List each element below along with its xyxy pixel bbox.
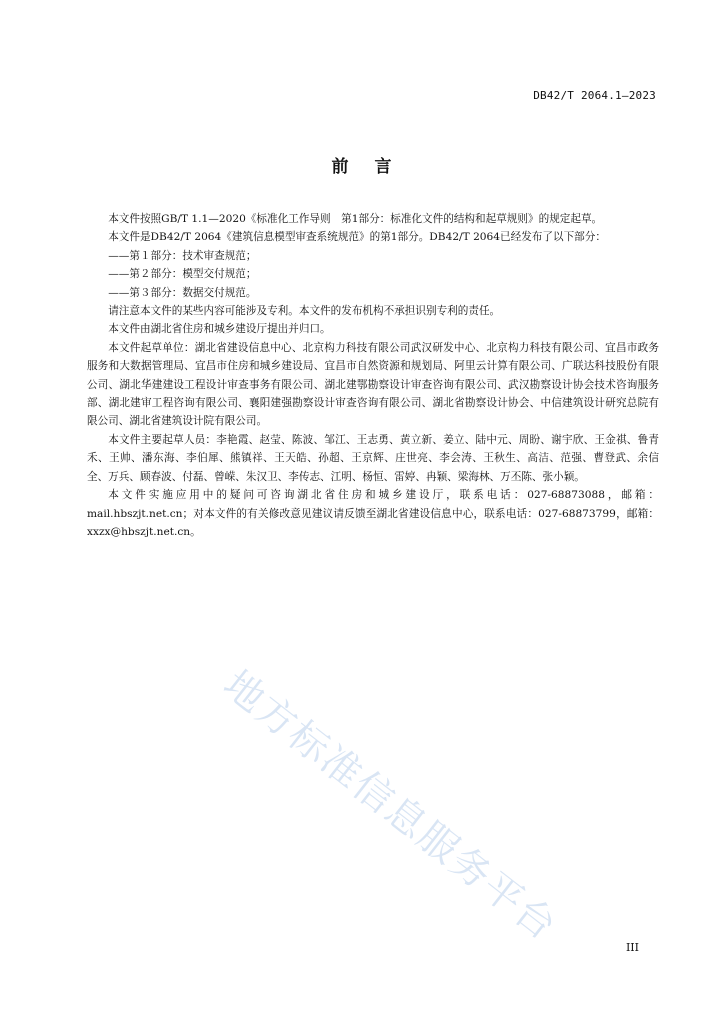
list-item: ——第２部分：模型交付规范； [108,268,257,281]
document-code: DB42/T 2064.1—2023 [533,89,656,102]
watermark: 地方标准信息服务平台 [214,662,566,950]
paragraph-drafting-organizations: 本文件起草单位：湖北省建设信息中心、北京构力科技有限公司武汉研发中心、北京构力科技有限公司、宜昌市政务服务和大数据管理局、宜昌市住房和城乡建设局、宜昌市自然资源和规划局、阿里云计算有限公司、广联达科技股份有限公司、湖北华建建设工程设计审查事务有限公司、湖北建鄂勘察设计审查咨询有限公司、武汉勘察设计协会技术咨询服务部、湖北建审工程咨询有限公司、襄阳建强勘察设计审查咨询有限公司、湖北省勘察设计协会、中信建筑设计研究总院有限公司、湖北省建筑设计院有限公司。 [87,341,659,428]
foreword-body [87,210,659,541]
paragraph-contact: 本文件实施应用中的疑问可咨询湖北省住房和城乡建设厅，联系电话：027-68873088，邮箱：mail.hbszjt.net.cn；对本文件的有关修改意见建议请反馈至湖北省建设信息中心，联系电话：027-68873799，邮箱：xxzx@hbszjt.net.cn。 [87,489,659,538]
page-title: 前 言 [331,157,393,177]
paragraph-drafting-rules: 本文件按照GB/T 1.1—2020《标准化工作导则 第1部分：标准化文件的结构和起草规则》的规定起草。 [108,213,603,225]
paragraph-series-info: 本文件是DB42/T 2064《建筑信息模型审查系统规范》的第1部分。DB42/T 2064已经发布了以下部分： [108,231,606,244]
page-number: III [625,941,639,954]
list-item: ——第３部分：数据交付规范。 [108,286,257,299]
list-item: ——第１部分：技术审查规范； [108,249,257,262]
paragraph-proposer: 本文件由湖北省住房和城乡建设厅提出并归口。 [108,323,331,336]
paragraph-patent-notice: 请注意本文件的某些内容可能涉及专利。本文件的发布机构不承担识别专利的责任。 [108,305,501,318]
paragraph-drafters: 本文件主要起草人员：李艳霞、赵莹、陈波、邹江、王志勇、黄立新、姜立、陆中元、周盼、谢宇欣、王金祺、鲁青禾、王帅、潘东海、李伯犀、熊镇祥、王天皓、孙超、王京辉、庄世亮、李会涛、王秋生、高洁、范强、曹登武、余信全、万兵、顾春波、付磊、曾嵘、朱汉卫、李传志、江明、杨恒、雷婷、冉颖、梁海林、万丕陈、张小颖。 [87,433,659,483]
